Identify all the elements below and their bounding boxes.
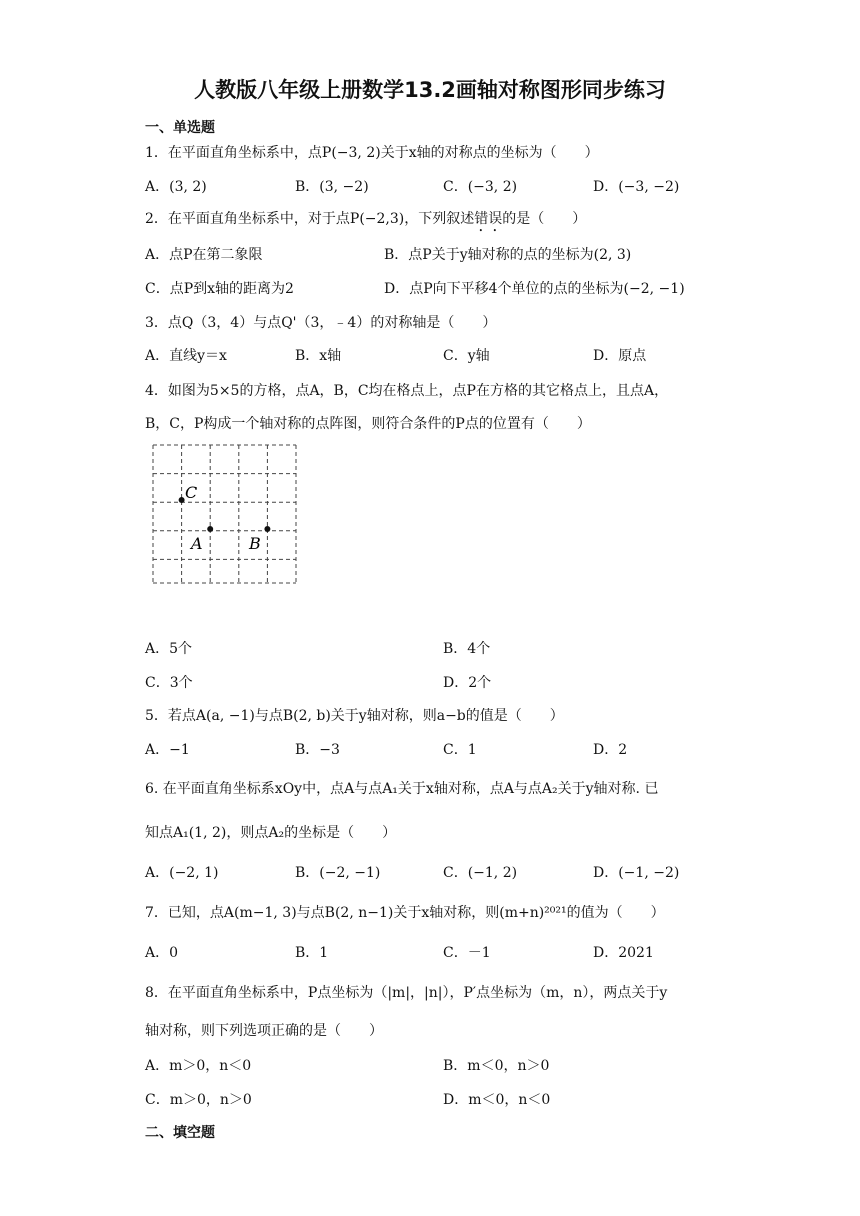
point-b — [264, 526, 270, 532]
q8-option-a[interactable]: A．m＞0，n＜0 — [145, 1058, 252, 1074]
section-heading-fill-blank: 二、填空题 — [145, 1125, 215, 1141]
page-title: 人教版八年级上册数学13.2画轴对称图形同步练习 — [194, 78, 666, 102]
q1-option-a[interactable]: A．(3, 2) — [145, 179, 207, 195]
q6-option-c[interactable]: C．(−1, 2) — [443, 865, 518, 881]
q1-option-d[interactable]: D．(−3, −2) — [593, 179, 680, 195]
point-c — [179, 497, 185, 503]
question-7-stem: 7．已知，点A(m−1, 3)与点B(2, n−1)关于x轴对称，则(m+n)²⁰²¹的值为（ ） — [145, 905, 665, 921]
q2-stem-emphasis: 错误 — [474, 211, 503, 227]
q8-option-d[interactable]: D．m＜0，n＜0 — [443, 1092, 551, 1108]
label-c: C — [185, 483, 198, 502]
q1-option-b[interactable]: B．(3, −2) — [295, 179, 369, 195]
question-6-stem-line1: 6. 在平面直角坐标系xOy中，点A与点A₁关于x轴对称，点A与点A₂关于y轴对称. 已 — [145, 781, 659, 797]
question-4-stem-line2: B，C，P构成一个轴对称的点阵图，则符合条件的P点的位置有（ ） — [145, 416, 591, 432]
q5-option-d[interactable]: D．2 — [593, 742, 628, 758]
q4-option-b[interactable]: B．4个 — [443, 641, 491, 657]
q2-option-c[interactable]: C．点P到x轴的距离为2 — [145, 281, 294, 297]
q2-option-b[interactable]: B．点P关于y轴对称的点的坐标为(2, 3) — [384, 247, 632, 263]
grid-figure — [148, 440, 302, 588]
question-8-stem-line1: 8．在平面直角坐标系中，P点坐标为（|m|，|n|），P′点坐标为（m，n），两点关于y — [145, 985, 668, 1001]
q1-option-c[interactable]: C．(−3, 2) — [443, 179, 518, 195]
q6-option-d[interactable]: D．(−1, −2) — [593, 865, 680, 881]
q2-option-d[interactable]: D．点P向下平移4个单位的点的坐标为(−2, −1) — [384, 281, 685, 297]
question-1-stem: 1．在平面直角坐标系中，点P(−3, 2)关于x轴的对称点的坐标为（ ） — [145, 145, 599, 161]
q5-option-b[interactable]: B．−3 — [295, 742, 340, 758]
question-5-stem: 5．若点A(a, −1)与点B(2, b)关于y轴对称，则a−b的值是（ ） — [145, 708, 564, 724]
q2-stem-before: 2．在平面直角坐标系中，对于点P(−2,3)，下列叙述 — [145, 211, 475, 227]
question-2-stem — [145, 208, 586, 235]
q2-stem-after: 的是（ ） — [502, 211, 587, 227]
q8-option-b[interactable]: B．m＜0，n＞0 — [443, 1058, 550, 1074]
section-heading-single-choice: 一、单选题 — [145, 120, 215, 136]
q5-option-c[interactable]: C．1 — [443, 742, 477, 758]
label-a: A — [191, 534, 203, 553]
point-a — [207, 526, 213, 532]
q6-option-a[interactable]: A．(−2, 1) — [145, 865, 219, 881]
q5-option-a[interactable]: A．−1 — [145, 742, 190, 758]
q3-option-b[interactable]: B．x轴 — [295, 348, 342, 364]
question-4-stem-line1: 4．如图为5×5的方格，点A，B，C均在格点上，点P在方格的其它格点上，且点A， — [145, 383, 669, 399]
q7-option-d[interactable]: D．2021 — [593, 945, 654, 961]
q3-option-c[interactable]: C．y轴 — [443, 348, 490, 364]
question-8-stem-line2: 轴对称，则下列选项正确的是（ ） — [145, 1023, 383, 1039]
q3-option-a[interactable]: A．直线y＝x — [145, 348, 227, 364]
question-3-stem: 3．点Q（3，4）与点Q'（3，﹣4）的对称轴是（ ） — [145, 315, 497, 331]
q7-option-c[interactable]: C．－1 — [443, 945, 491, 961]
q7-option-a[interactable]: A．0 — [145, 945, 179, 961]
q4-option-d[interactable]: D．2个 — [443, 675, 492, 691]
q4-option-a[interactable]: A．5个 — [145, 641, 193, 657]
question-6-stem-line2: 知点A₁(1, 2)，则点A₂的坐标是（ ） — [145, 825, 397, 841]
q8-option-c[interactable]: C．m＞0，n＞0 — [145, 1092, 252, 1108]
q4-option-c[interactable]: C．3个 — [145, 675, 193, 691]
q7-option-b[interactable]: B．1 — [295, 945, 329, 961]
q3-option-d[interactable]: D．原点 — [593, 348, 647, 364]
label-b: B — [249, 534, 261, 553]
q2-option-a[interactable]: A．点P在第二象限 — [145, 247, 263, 263]
q6-option-b[interactable]: B．(−2, −1) — [295, 865, 381, 881]
